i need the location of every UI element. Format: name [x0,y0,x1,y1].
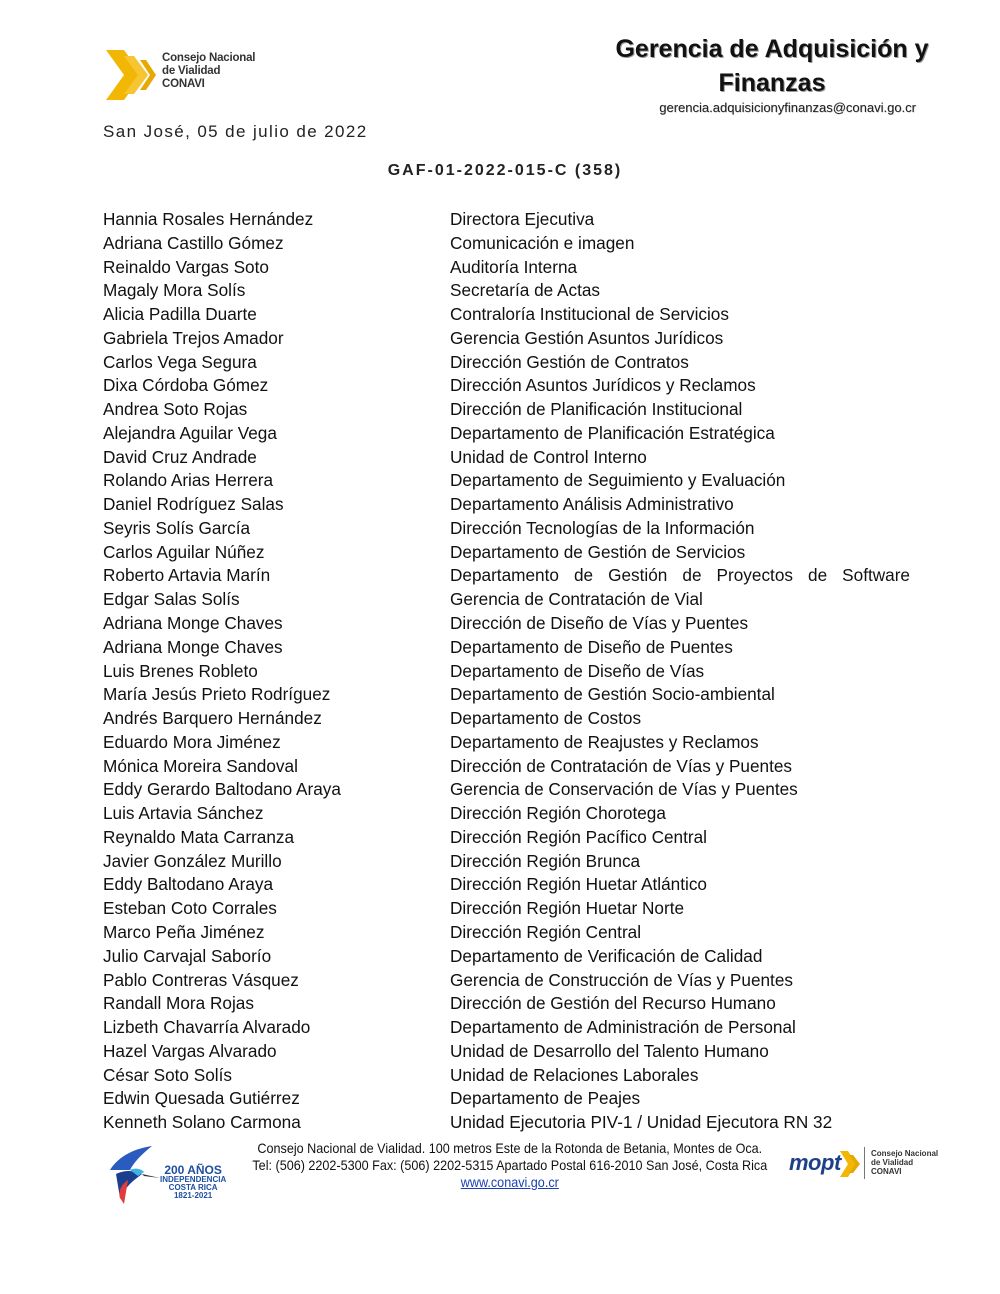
emblem-line: 1821-2021 [173,1191,213,1200]
document-date: San José, 05 de julio de 2022 [103,122,368,141]
bicentennial-emblem [104,1140,227,1210]
recipient-name: David Cruz Andrade [103,446,257,467]
recipient-department: Directora Ejecutiva [450,209,595,229]
recipient-name: Kenneth Solano Carmona [103,1112,301,1133]
mopt-conavi-text [871,1149,938,1176]
footer-address-block [240,1140,780,1191]
list-item [103,446,910,470]
list-item [103,873,910,897]
recipient-name: Magaly Mora Solís [103,280,246,301]
list-item [103,469,910,493]
recipient-department: Departamento de Diseño de Vías [450,660,705,681]
recipient-department: Unidad de Desarrollo del Talento Humano [450,1040,769,1061]
mopt-divider [864,1147,865,1179]
recipient-name: Javier González Murillo [103,850,282,871]
recipient-name: Carlos Vega Segura [103,351,257,372]
list-item [103,731,910,755]
recipient-name: Marco Peña Jiménez [103,921,265,942]
recipient-department: Auditoría Interna [450,256,578,277]
recipient-department: Departamento de Planificación Estratégica [450,422,775,443]
list-item [103,707,910,731]
hummingbird-icon [104,1140,164,1208]
list-item [103,351,910,375]
recipient-name: Julio Carvajal Saborío [103,945,272,966]
list-item [103,256,910,280]
recipient-department: Departamento de Gestión de Proyectos de Software [450,565,910,586]
recipient-department: Gerencia de Conservación de Vías y Puentes [450,779,798,800]
recipient-department: Dirección Región Huetar Atlántico [450,874,707,895]
logo-line: Consejo Nacional [162,52,256,64]
list-item [103,992,910,1016]
recipient-department: Departamento Análisis Administrativo [450,494,734,515]
recipient-name: Adriana Monge Chaves [103,636,283,657]
footer-contact: Tel: (506) 2202-5300 Fax: (506) 2202-5315 Apartado Postal 616-2010 San José, Costa Rica [252,1157,768,1173]
recipient-name: Esteban Coto Corrales [103,898,277,919]
recipient-name: Andrés Barquero Hernández [103,708,322,729]
list-item [103,303,910,327]
recipient-department: Unidad de Relaciones Laborales [450,1064,699,1085]
recipient-department: Dirección de Planificación Institucional [450,399,743,420]
list-item [103,422,910,446]
list-item [103,279,910,303]
recipient-name: Rolando Arias Herrera [103,470,274,491]
footer-website-link[interactable]: www.conavi.go.cr [460,1174,559,1190]
mopt-logo [789,1143,939,1183]
recipient-department: Departamento de Costos [450,708,642,729]
recipient-department: Gerencia de Construcción de Vías y Puentes [450,969,793,990]
recipient-department: Dirección Asuntos Jurídicos y Reclamos [450,375,756,396]
recipient-name: Hazel Vargas Alvarado [103,1040,277,1061]
header-title: Gerencia de Adquisición y Finanzas [615,35,929,97]
distribution-list [103,208,910,1135]
recipient-department: Contraloría Institucional de Servicios [450,304,729,325]
recipient-name: Alicia Padilla Duarte [103,304,257,325]
list-item [103,1111,910,1135]
recipient-department: Dirección Región Brunca [450,850,641,871]
recipient-department: Departamento de Gestión Socio-ambiental [450,684,775,705]
list-item [103,755,910,779]
recipient-department: Gerencia Gestión Asuntos Jurídicos [450,327,724,348]
recipient-name: Andrea Soto Rojas [103,399,248,420]
recipient-department: Dirección Gestión de Contratos [450,351,689,372]
recipient-department: Dirección de Gestión del Recurso Humano [450,993,776,1014]
recipient-department: Departamento de Administración de Personal [450,1017,796,1038]
list-item [103,564,910,588]
list-item [103,921,910,945]
recipient-name: Edgar Salas Solís [103,589,240,610]
recipient-name: Alejandra Aguilar Vega [103,422,277,443]
mopt-line: CONAVI [871,1167,902,1176]
recipient-department: Unidad Ejecutoria PIV-1 / Unidad Ejecutora RN 32 [450,1112,833,1133]
emblem-years: 200 AÑOS [164,1163,222,1177]
recipient-department: Gerencia de Contratación de Vial [450,589,703,610]
list-item [103,208,910,232]
emblem-text [160,1164,226,1200]
recipient-department: Departamento de Gestión de Servicios [450,541,746,562]
list-item [103,660,910,684]
recipient-name: Adriana Monge Chaves [103,613,283,634]
logo-line: de Vialidad [162,65,221,77]
list-item [103,1016,910,1040]
recipient-name: Reinaldo Vargas Soto [103,256,269,277]
recipient-name: Adriana Castillo Gómez [103,232,284,253]
recipient-name: Dixa Córdoba Gómez [103,375,269,396]
recipient-department: Departamento de Diseño de Puentes [450,636,733,657]
list-item [103,1064,910,1088]
list-item [103,517,910,541]
document-reference: GAF-01-2022-015-C (358) [387,162,623,179]
list-item [103,541,910,565]
emblem-line: COSTA RICA [168,1183,218,1192]
recipient-department: Dirección Región Pacífico Central [450,826,707,847]
recipient-department: Dirección Región Central [450,921,642,942]
recipient-department: Dirección Tecnologías de la Información [450,517,755,538]
list-item [103,1040,910,1064]
recipient-name: Edwin Quesada Gutiérrez [103,1088,300,1109]
footer-address: Consejo Nacional de Vialidad. 100 metros Este de la Rotonda de Betania, Montes de Oca. [257,1140,763,1156]
recipient-name: César Soto Solís [103,1064,232,1085]
list-item [103,826,910,850]
list-item [103,398,910,422]
recipient-name: Eddy Baltodano Araya [103,874,274,895]
list-item [103,636,910,660]
recipient-department: Unidad de Control Interno [450,446,647,467]
recipient-department: Dirección Región Huetar Norte [450,898,685,919]
list-item [103,588,910,612]
recipient-department: Departamento de Verificación de Calidad [450,945,763,966]
recipient-name: Seyris Solís García [103,517,251,538]
recipient-name: Roberto Artavia Marín [103,565,271,586]
page-footer [0,1140,1000,1210]
list-item [103,232,910,256]
list-item [103,850,910,874]
recipient-name: Lizbeth Chavarría Alvarado [103,1017,311,1038]
recipient-department: Secretaría de Actas [450,280,600,301]
list-item [103,683,910,707]
list-item [103,493,910,517]
recipient-name: Pablo Contreras Vásquez [103,969,299,990]
recipient-name: María Jesús Prieto Rodríguez [103,684,331,705]
mopt-line: de Vialidad [871,1158,914,1167]
recipient-department: Dirección Región Chorotega [450,803,666,824]
conavi-small-chevron-icon [839,1149,863,1179]
recipient-department: Departamento de Seguimiento y Evaluación [450,470,786,491]
header-email[interactable]: gerencia.adquisicionyfinanzas@conavi.go.cr [659,100,916,115]
recipient-name: Reynaldo Mata Carranza [103,826,295,847]
recipient-name: Daniel Rodríguez Salas [103,494,284,515]
recipient-name: Eduardo Mora Jiménez [103,731,281,752]
recipient-name: Carlos Aguilar Núñez [103,541,265,562]
conavi-chevron-icon [104,46,160,104]
recipient-name: Luis Brenes Robleto [103,660,258,681]
mopt-wordmark: mopt [789,1150,841,1175]
list-item [103,374,910,398]
list-item [103,969,910,993]
recipient-department: Departamento de Peajes [450,1088,641,1109]
recipient-name: Mónica Moreira Sandoval [103,755,298,776]
emblem-line: INDEPENDENCIA [160,1175,227,1184]
list-item [103,778,910,802]
list-item [103,327,910,351]
list-item [103,897,910,921]
recipient-department: Dirección de Contratación de Vías y Puentes [450,755,793,776]
recipient-department: Dirección de Diseño de Vías y Puentes [450,613,749,634]
recipient-name: Gabriela Trejos Amador [103,327,284,348]
conavi-logo [104,44,264,104]
recipient-department: Departamento de Reajustes y Reclamos [450,731,759,752]
list-item [103,1087,910,1111]
recipient-name: Hannia Rosales Hernández [103,209,314,229]
conavi-logo-text [162,52,255,91]
logo-line: CONAVI [162,78,205,90]
mopt-line: Consejo Nacional [871,1149,939,1158]
list-item [103,802,910,826]
recipient-name: Luis Artavia Sánchez [103,803,264,824]
recipient-name: Eddy Gerardo Baltodano Araya [103,779,341,800]
recipient-name: Randall Mora Rojas [103,993,254,1014]
list-item [103,612,910,636]
list-item [103,945,910,969]
recipient-department: Comunicación e imagen [450,232,635,253]
